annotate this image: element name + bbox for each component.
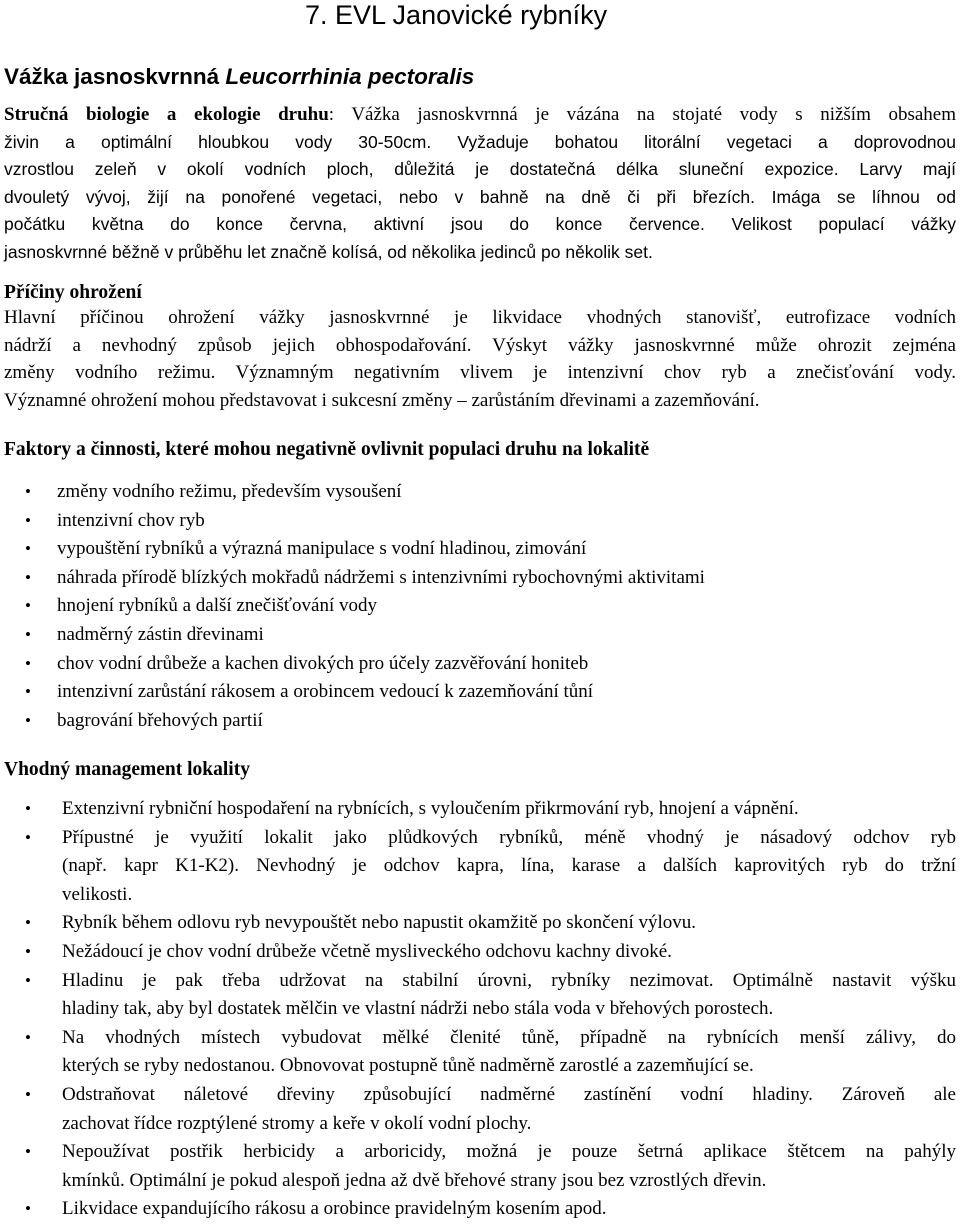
bullet-icon: • [25,624,31,644]
list-item: • Rybník během odlovu ryb nevypouštět nebo napustit okamžitě po skončení výlovu. [0,909,956,938]
bullet-icon: • [25,567,31,587]
factors-list [0,478,705,735]
list-item: • chov vodní drůbeže a kachen divokých pro účely zazvěřování honiteb [0,650,705,679]
list-item: • intenzivní chov ryb [0,507,705,536]
biology-line: živin a optimální hloubkou vody 30-50cm. Vyžaduje bohatou litorální vegetaci a doprovodnou [4,131,956,152]
threats-line: změny vodního režimu. Významným negativním vlivem je intenzivní chov ryb a znečisťování vody. [4,362,956,383]
list-item: • změny vodního režimu, především vysoušení [0,478,705,507]
list-item: • Nepoužívat postřik herbicidy a arboricidy, možná je pouze šetrná aplikace štětcem na pahýly kmínků. Optimální je pokud alespoň jedna až dvě břehové strany jsou bez vzrostlých dřevin. [0,1138,956,1195]
list-item: • bagrování břehových partií [0,707,705,736]
management-heading: Vhodný management lokality [4,759,250,780]
biology-label: Stručná biologie a ekologie druhu [4,104,329,125]
bullet-icon: • [25,510,31,530]
species-common-name: Vážka jasnoskvrnná [4,64,220,89]
management-list [0,795,960,1224]
bullet-icon: • [25,827,31,847]
biology-line: dvouletý vývoj, žijí na ponořené vegetaci, nebo v bahně na dně či při březích. Imága se líhnou od [4,186,956,207]
threats-line: Významné ohrožení mohou představovat i sukcesní změny – zarůstáním dřevinami a zazemňování. [4,389,760,411]
bullet-icon: • [25,596,31,616]
list-item: • Hladinu je pak třeba udržovat na stabilní úrovni, rybníky nezimovat. Optimálně nastavit výšku hladiny tak, aby byl dostatek mělčin ve vlastní nádrži nebo stála voda v břehových porostech. [0,967,956,1024]
biology-paragraph [4,101,956,266]
list-item: • hnojení rybníků a další znečišťování vody [0,592,705,621]
threats-line: nádrží a nevhodný způsob jejich obhospodařování. Výskyt vážky jasnoskvrnné může ohrozit zejména [4,334,956,356]
list-item: • Extenzivní rybniční hospodaření na rybnících, s vyloučením přikrmování ryb, hnojení a vápnění. [0,795,956,824]
bullet-icon: • [25,482,31,501]
list-item: • Přípustné je využití lokalit jako plůdkových rybníků, méně vhodný je násadový odchov ryb (např. kapr K1-K2). Nevhodný je odchov kapra, lína, karase a dalších kaprovitých ryb do tržní velikosti. [0,824,956,910]
bullet-icon: • [25,653,31,673]
bullet-icon: • [25,682,31,702]
bullet-icon: • [25,941,31,961]
species-heading [4,63,474,91]
factors-heading: Faktory a činnosti, které mohou negativně ovlivnit populaci druhu na lokalitě [4,439,650,460]
bullet-icon: • [25,1199,31,1219]
list-item: • intenzivní zarůstání rákosem a orobincem vedoucí k zazemňování tůní [0,678,705,707]
list-item: • nadměrný zástin dřevinami [0,621,705,650]
bullet-icon: • [25,1027,31,1047]
bullet-icon: • [25,1084,31,1104]
list-item: • náhrada přírodě blízkých mokřadů nádržemi s intenzivními rybochovnými aktivitami [0,564,705,593]
threats-line: Hlavní příčinou ohrožení vážky jasnoskvrnné je likvidace vhodných stanovišť, eutrofizace vodních [4,307,956,328]
bullet-icon: • [25,799,31,818]
page-title: 7. EVL Janovické rybníky [305,0,608,30]
bullet-icon: • [25,1142,31,1162]
threats-paragraph [4,304,956,414]
species-latin-name: Leucorrhinia pectoralis [225,64,475,89]
biology-line: Stručná biologie a ekologie druhu: Vážka jasnoskvrnná je vázána na stojaté vody s nižším obsahem [4,104,956,125]
list-item: • Na vhodných místech vybudovat mělké členité tůně, případně na rybnících menší zálivy, do kterých se ryby nedostanou. Obnovovat postupně tůně nadměrně zarostlé a zazemňující se. [0,1024,956,1081]
bullet-icon: • [25,913,31,933]
list-item: • vypouštění rybníků a výrazná manipulace s vodní hladinou, zimování [0,535,705,564]
bullet-icon: • [25,710,31,730]
list-item: • Odstraňovat náletové dřeviny způsobující nadměrné zastínění vodní hladiny. Zároveň ale zachovat řídce rozptýlené stromy a keře v okolí vodní plochy. [0,1081,956,1138]
biology-line: jasnoskvrnné běžně v průběhu let značně kolísá, od několika jedinců po několik set. [4,241,653,262]
list-item: • Likvidace expandujícího rákosu a orobince pravidelným kosením apod. [0,1195,956,1224]
bullet-icon: • [25,539,31,559]
threats-heading: Příčiny ohrožení [4,282,142,303]
biology-line: vzrostlou zeleň v okolí vodních ploch, důležitá je dostatečná délka sluneční expozice. Larvy mají [4,159,956,179]
bullet-icon: • [25,970,31,990]
list-item: • Nežádoucí je chov vodní drůbeže včetně mysliveckého odchovu kachny divoké. [0,938,956,967]
biology-line: počátku května do konce června, aktivní jsou do konce července. Velikost populací vážky [4,214,956,234]
